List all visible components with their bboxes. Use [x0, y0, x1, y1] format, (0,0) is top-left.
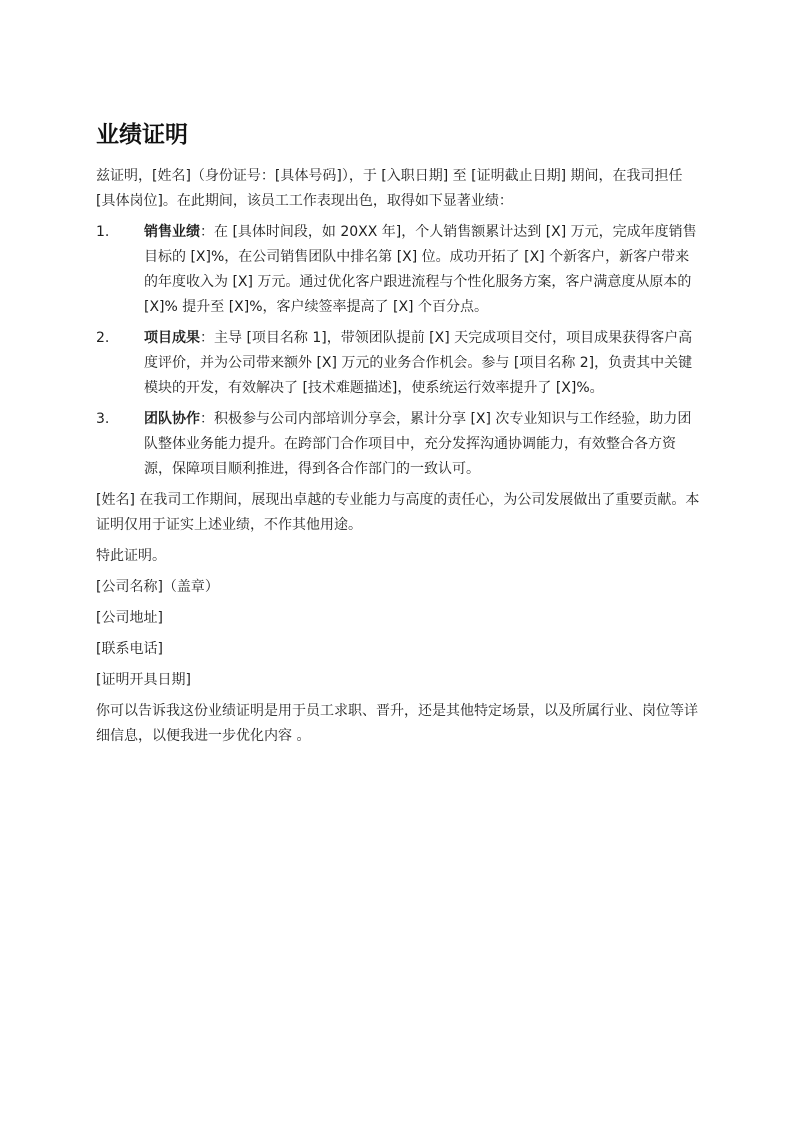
closing-line: 特此证明。 [96, 548, 166, 564]
achievement-list [96, 220, 702, 482]
company-name: [公司名称]（盖章） [96, 579, 219, 595]
list-item [96, 407, 702, 482]
list-label: 团队协作 [144, 411, 200, 427]
list-text: ：积极参与公司内部培训分享会，累计分享 [X] 次专业知识与工作经验，助力团队整体业务能力提升。在跨部门合作项目中，充分发挥沟通协调能力，有效整合各方资源，保障项目顺利推进，得到各合作部门的一致认可。 [144, 411, 692, 477]
list-number: 2. [96, 330, 110, 346]
followup-paragraph: 你可以告诉我这份业绩证明是用于员工求职、晋升，还是其他特定场景，以及所属行业、岗位等详细信息，以便我进一步优化内容 。 [96, 703, 698, 744]
contact-phone: [联系电话] [96, 641, 163, 657]
intro-paragraph: 兹证明，[姓名]（身份证号：[具体号码]），于 [入职日期] 至 [证明截止日期] 期间，在我司担任 [具体岗位]。在此期间，该员工工作表现出色，取得如下显著业绩： [96, 168, 683, 209]
document-page [96, 118, 702, 755]
conclusion-paragraph: [姓名] 在我司工作期间，展现出卓越的专业能力与高度的责任心，为公司发展做出了重要贡献。本证明仅用于证实上述业绩，不作其他用途。 [96, 492, 700, 533]
document-title: 业绩证明 [96, 122, 188, 148]
list-text: ：在 [具体时间段，如 20XX 年]，个人销售额累计达到 [X] 万元，完成年度销售目标的 [X]%，在公司销售团队中排名第 [X] 位。成功开拓了 [X] 个新客户，新客户带来的年度收入为 [X] 万元。通过优化客户跟进流程与个性化服务方案，客户满意度从原本的 [X]% 提升至 [X]%，客户续签率提高了 [X] 个百分点。 [144, 224, 697, 315]
list-number: 3. [96, 411, 110, 427]
issue-date: [证明开具日期] [96, 672, 191, 688]
list-number: 1. [96, 224, 110, 240]
list-item [96, 326, 702, 401]
company-address: [公司地址] [96, 610, 163, 626]
list-text: ：主导 [项目名称 1]，带领团队提前 [X] 天完成项目交付，项目成果获得客户高度评价，并为公司带来额外 [X] 万元的业务合作机会。参与 [项目名称 2]，负责其中关键模块的开发，有效解决了 [技术难题描述]，使系统运行效率提升了 [X]%。 [144, 330, 693, 396]
list-label: 销售业绩 [144, 224, 200, 240]
list-label: 项目成果 [144, 330, 200, 346]
list-item [96, 220, 702, 320]
